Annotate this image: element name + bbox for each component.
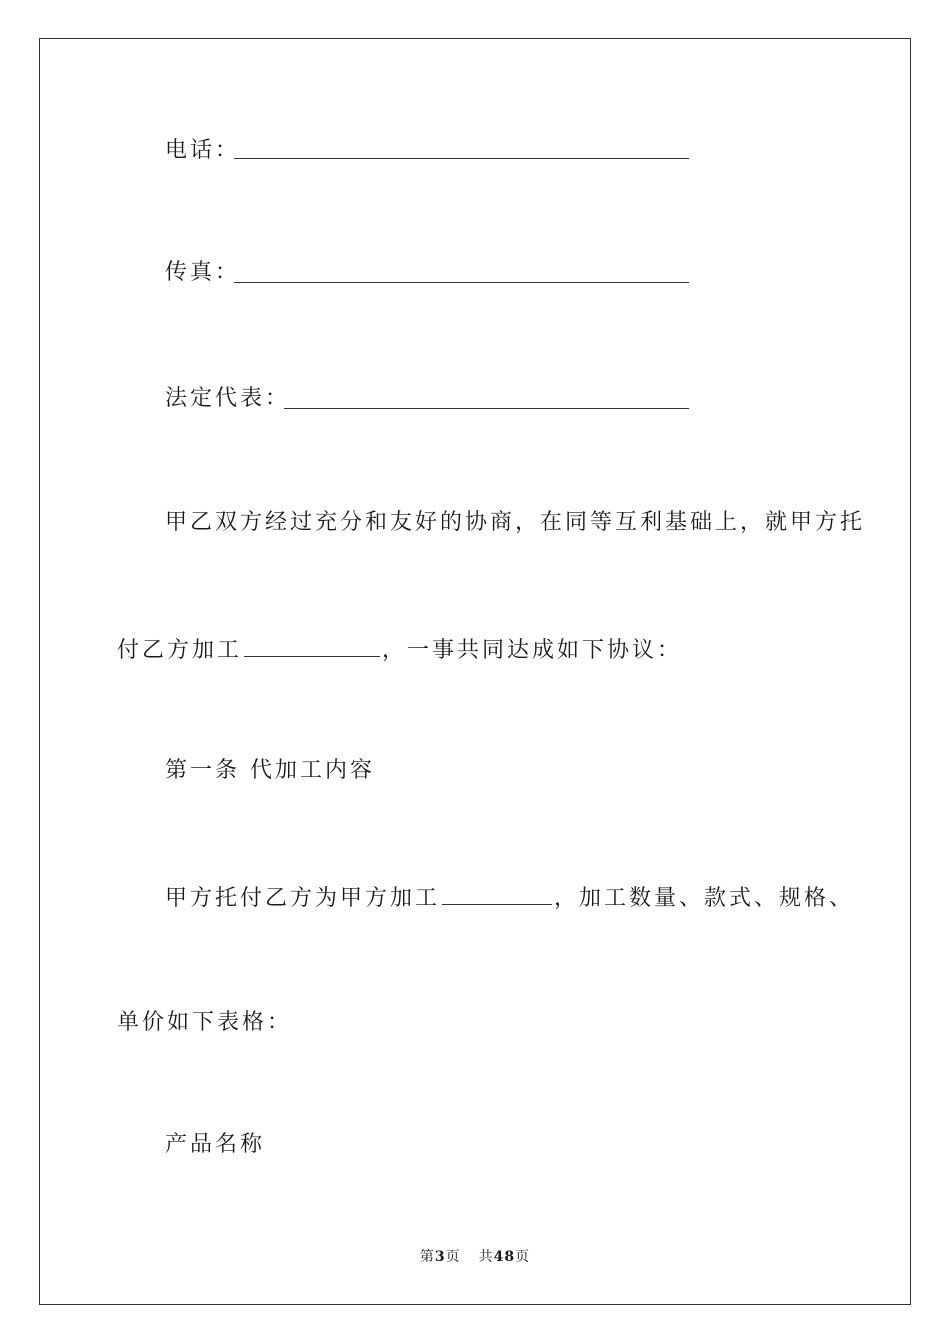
- paragraph2-line1-after: ，加工数量、款式、规格、: [554, 886, 855, 911]
- total-prefix: 共: [478, 1249, 494, 1265]
- paragraph2-line2: 单价如下表格：: [117, 1010, 293, 1035]
- fax-field-label: 传真：: [165, 260, 241, 285]
- paragraph1-line2: [117, 634, 682, 666]
- total-suffix: 页: [515, 1249, 531, 1265]
- paragraph1-line2-after: ，一事共同达成如下协议：: [382, 638, 683, 663]
- page-number-footer: [0, 1247, 950, 1267]
- paragraph2-line1: [165, 882, 854, 914]
- paragraph2-line1-before: 甲方托付乙方为甲方加工: [165, 886, 441, 911]
- fax-field-line: [234, 282, 689, 283]
- article1-title: 第一条 代加工内容: [165, 758, 375, 783]
- phone-field-label: 电话：: [165, 138, 241, 163]
- page-mid: 页: [445, 1249, 461, 1265]
- legal-rep-field-line: [284, 408, 689, 409]
- phone-field-line: [234, 158, 689, 159]
- processing-item-blank: [442, 882, 552, 905]
- total-page-number: 48: [493, 1249, 516, 1265]
- current-page-number: 3: [434, 1249, 446, 1265]
- paragraph1-line1: 甲乙双方经过充分和友好的协商，在同等互利基础上，就甲方托: [165, 510, 866, 535]
- paragraph1-line2-before: 付乙方加工: [117, 638, 243, 663]
- product-blank: [244, 634, 380, 657]
- product-name-label: 产品名称: [165, 1132, 266, 1157]
- legal-rep-field-label: 法定代表：: [165, 386, 291, 411]
- page-frame: [39, 38, 911, 1305]
- page-prefix: 第: [419, 1249, 435, 1265]
